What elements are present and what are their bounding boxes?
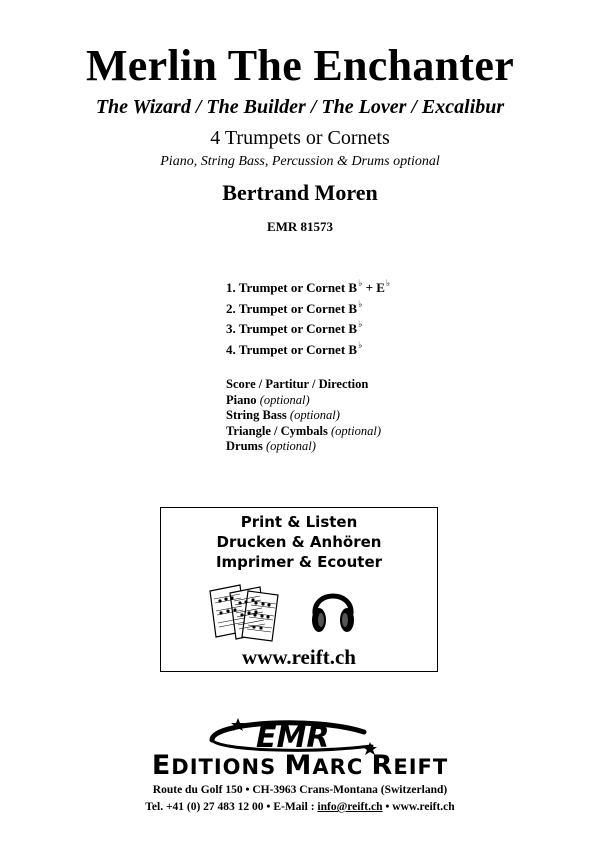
extra-item — [226, 439, 381, 455]
extra-note: (optional) — [330, 423, 381, 438]
extra-note: (optional) — [259, 392, 310, 407]
piece-subtitle: The Wizard / The Builder / The Lover / Excalibur — [95, 96, 505, 118]
extra-note: (optional) — [265, 439, 316, 453]
website-link[interactable]: www.reift.ch — [242, 645, 356, 669]
flat-sign: ♭ — [358, 278, 363, 288]
print-listen-label: Print & Listen — [240, 513, 358, 531]
flat-sign: ♭ — [358, 339, 363, 350]
parts-list — [226, 278, 390, 360]
part-connector: + E — [362, 280, 385, 295]
optional-instruments: Piano, String Bass, Percussion & Drums optional — [160, 154, 440, 169]
flat-sign: ♭ — [358, 298, 363, 309]
catalog-number: EMR 81573 — [266, 219, 334, 234]
part-item — [226, 299, 390, 320]
part-item — [226, 278, 390, 299]
extra-item — [226, 377, 381, 393]
extra-name: Piano — [226, 392, 257, 407]
imprimer-label: Imprimer & Ecouter — [215, 553, 383, 571]
print-listen-box — [160, 507, 438, 672]
extra-item — [226, 393, 381, 409]
piece-title: Merlin The Enchanter — [85, 41, 515, 90]
extra-name: Score / Partitur / Direction — [226, 377, 369, 391]
part-label: 1. Trumpet or Cornet B — [226, 280, 358, 295]
publisher-address: Route du Golf 150 • CH-3963 Crans-Montana (Switzerland) — [152, 784, 448, 796]
part-label: 4. Trumpet or Cornet B — [226, 341, 358, 357]
extra-name: String Bass — [226, 408, 287, 422]
contact-web: • www.reift.ch — [382, 801, 455, 813]
part-item — [226, 340, 390, 361]
composer-name: Bertrand Moren — [222, 180, 378, 205]
extra-name: Triangle / Cymbals — [226, 423, 328, 438]
headphones-icon — [309, 580, 357, 638]
part-label: 3. Trumpet or Cornet B — [226, 321, 358, 336]
logo-text: EMR — [256, 720, 330, 755]
email-link[interactable]: info@reift.ch — [317, 801, 383, 813]
extras-list — [226, 377, 381, 455]
part-label: 2. Trumpet or Cornet B — [226, 300, 358, 316]
flat-sign: ♭ — [385, 278, 391, 288]
publisher-contact — [0, 799, 600, 815]
extra-name: Drums — [226, 439, 263, 453]
contact-phone: Tel. +41 (0) 27 483 12 00 • E-Mail : — [145, 801, 318, 813]
extra-item — [226, 408, 381, 424]
drucken-label: Drucken & Anhören — [216, 533, 382, 551]
extra-note: (optional) — [289, 408, 340, 422]
part-item — [226, 319, 390, 340]
publisher-name: EDITIONS MARC REIFT — [151, 750, 449, 781]
sheet-music-icon — [206, 581, 284, 643]
extra-item — [226, 424, 381, 440]
flat-sign: ♭ — [358, 319, 363, 329]
instrumentation: 4 Trumpets or Cornets — [210, 127, 390, 149]
